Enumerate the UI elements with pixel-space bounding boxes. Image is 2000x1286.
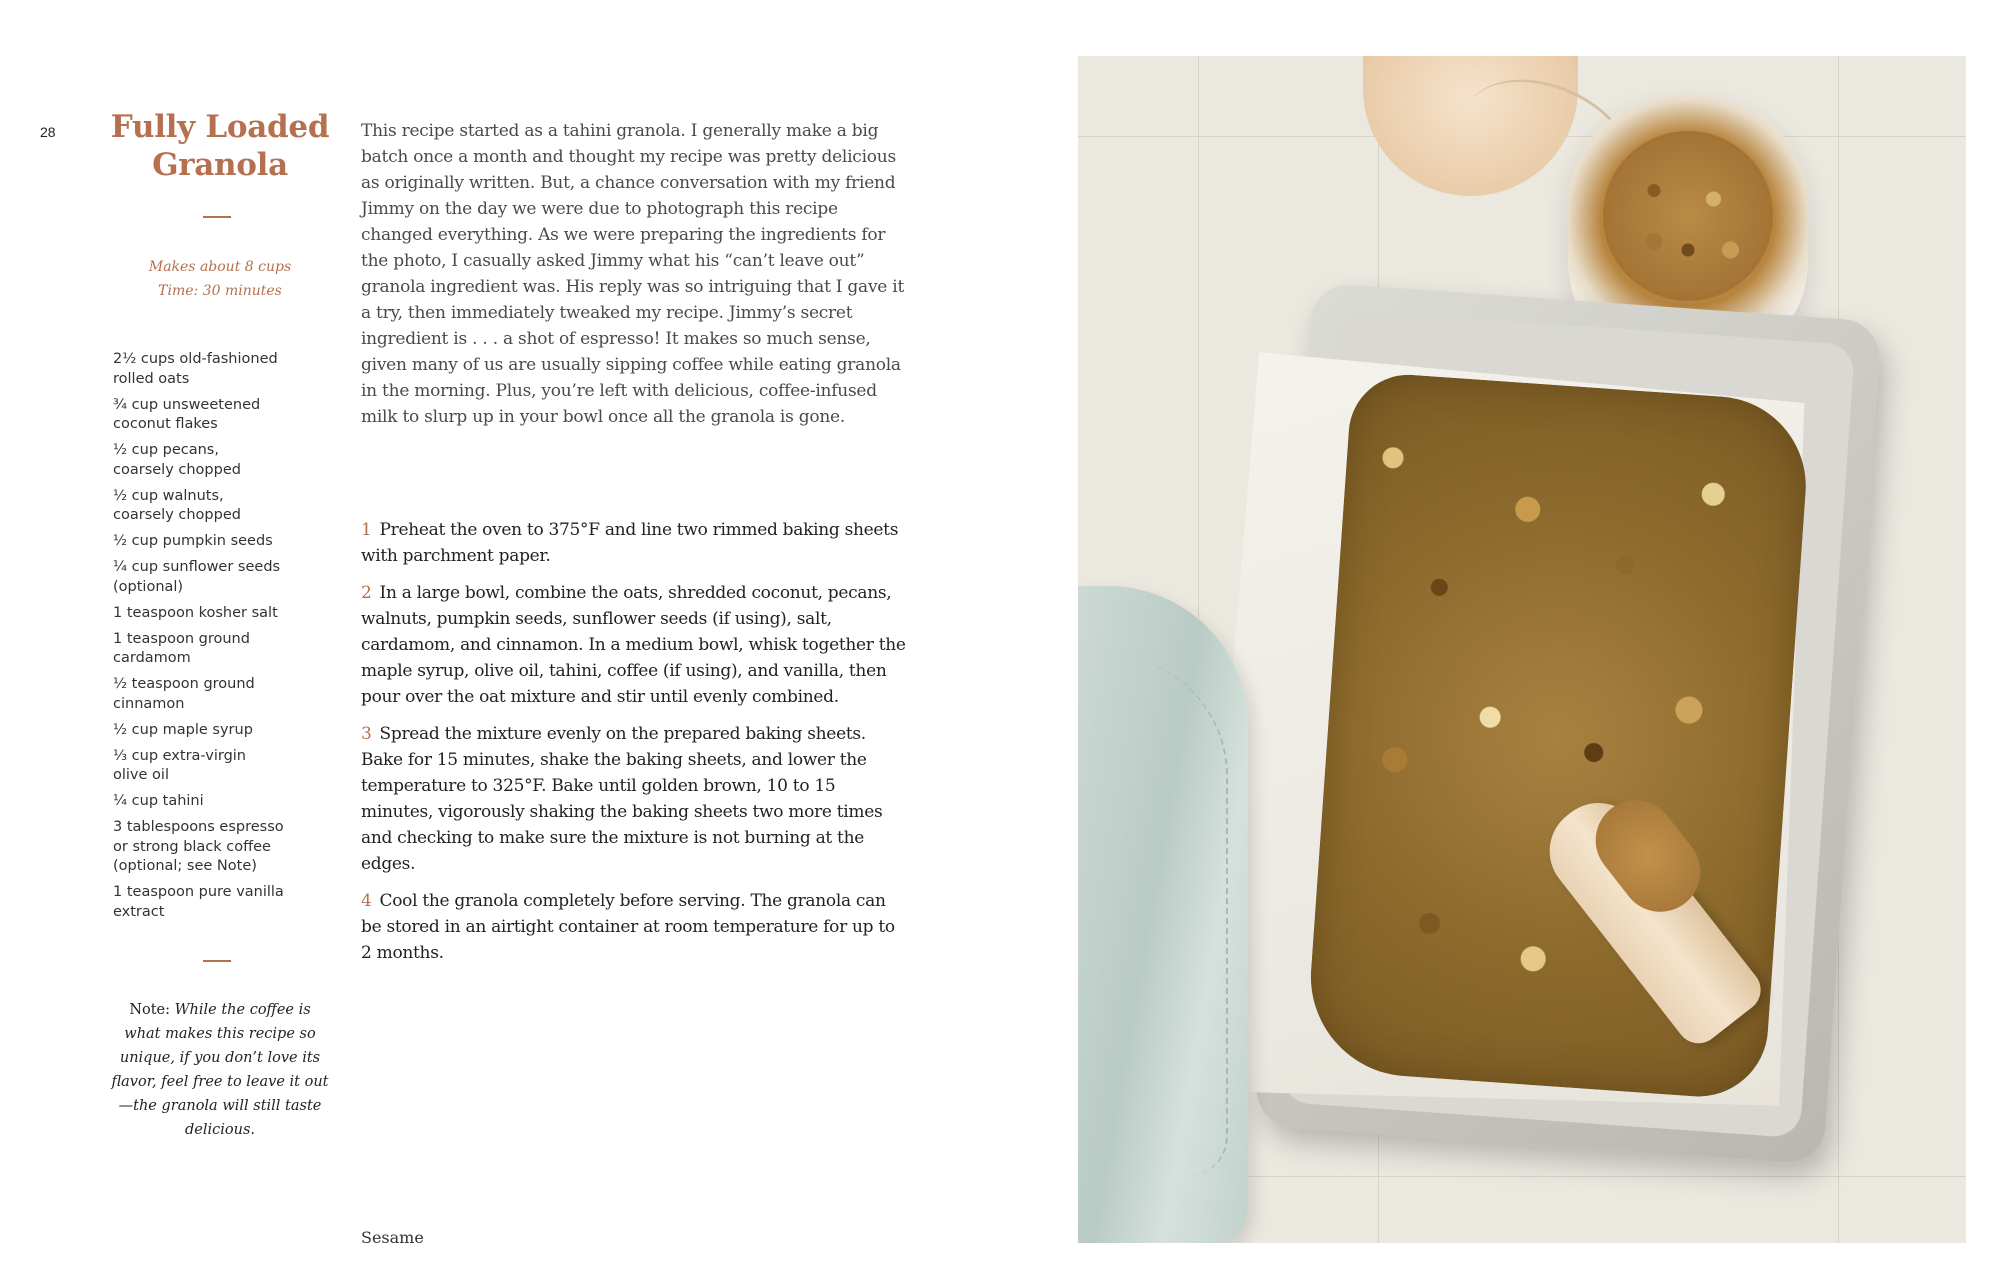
- step-number: 1: [361, 520, 372, 540]
- step-number: 4: [361, 891, 372, 911]
- ingredient-item: ¾ cup unsweetened coconut flakes: [113, 396, 261, 432]
- ingredient-item: ½ cup walnuts, coarsely chopped: [113, 487, 241, 523]
- ingredient-list: [113, 350, 323, 929]
- ingredient-item: 1 teaspoon kosher salt: [113, 604, 278, 621]
- method-steps: [361, 517, 906, 977]
- granola-photo: [1078, 56, 1966, 1243]
- recipe-note: [110, 998, 330, 1142]
- note-text: While the coffee is what makes this recipe so unique, if you don’t love its flavor, feel free to leave it out—the granola will still taste delicious.: [111, 1002, 329, 1138]
- footer-word: Sesame: [361, 1228, 424, 1247]
- step-number: 2: [361, 583, 372, 603]
- page-number: 28: [40, 124, 56, 140]
- step-number: 3: [361, 724, 372, 744]
- ingredient-item: 1 teaspoon pure vanilla extract: [113, 884, 284, 920]
- makes-text: Makes about 8 cups: [148, 259, 292, 275]
- ingredient-item: ⅓ cup extra-virgin olive oil: [113, 747, 246, 783]
- ingredient-item: 2½ cups old-fashioned rolled oats: [113, 351, 278, 387]
- title-divider: [203, 216, 231, 218]
- note-divider: [203, 960, 231, 962]
- step-text: In a large bowl, combine the oats, shredded coconut, pecans, walnuts, pumpkin seeds, sunflower seeds (if using), salt, cardamom, and cinnamon. In a medium bowl, whisk together the maple syrup, olive oil, tahini, coffee (if using), and vanilla, then pour over the oat mixture and stir until evenly combined.: [361, 583, 906, 707]
- recipe-yield: [110, 255, 330, 303]
- ingredient-item: ½ cup pumpkin seeds: [113, 533, 273, 549]
- towel-stitching: [1098, 656, 1228, 1176]
- method-step: [361, 517, 906, 569]
- note-label: Note:: [129, 1002, 171, 1018]
- recipe-title: Fully Loaded Granola: [110, 109, 330, 183]
- jar-granola: [1603, 131, 1773, 301]
- ingredient-item: 1 teaspoon ground cardamom: [113, 630, 250, 666]
- ingredient-item: ½ teaspoon ground cinnamon: [113, 676, 255, 712]
- recipe-intro: This recipe started as a tahini granola. I generally make a big batch once a month and thought my recipe was pretty delicious as originally written. But, a chance conversation with my friend Jimmy on the day we were due to photograph this recipe changed everything. As we were preparing the ingredients for the photo, I casually asked Jimmy what his “can’t leave out” granola ingredient was. His reply was so intriguing that I gave it a try, then immediately tweaked my recipe. Jimmy’s secret ingredient is . . . a shot of espresso! It makes so much sense, given many of us are usually sipping coffee while eating granola in the morning. Plus, you’re left with delicious, coffee-infused milk to slurp up in your bowl once all the granola is gone.: [361, 121, 905, 427]
- ingredient-item: ¼ cup sunflower seeds (optional): [113, 559, 281, 595]
- ingredient-item: 3 tablespoons espresso or strong black coffee (optional; see Note): [113, 819, 284, 874]
- ingredient-item: ½ cup pecans, coarsely chopped: [113, 442, 241, 478]
- step-text: Cool the granola completely before serving. The granola can be stored in an airtight container at room temperature for up to 2 months.: [361, 891, 895, 963]
- method-step: [361, 888, 906, 966]
- method-step: [361, 721, 906, 877]
- step-text: Preheat the oven to 375°F and line two rimmed baking sheets with parchment paper.: [361, 520, 899, 566]
- method-step: [361, 580, 906, 710]
- ingredient-item: ½ cup maple syrup: [113, 721, 253, 738]
- time-text: Time: 30 minutes: [158, 283, 282, 299]
- ingredient-item: ¼ cup tahini: [113, 793, 204, 809]
- step-text: Spread the mixture evenly on the prepared baking sheets. Bake for 15 minutes, shake the baking sheets, and lower the temperature to 325°F. Bake until golden brown, 10 to 15 minutes, vigorously shaking the baking sheets two more times and checking to make sure the mixture is not burning at the edges.: [361, 724, 883, 874]
